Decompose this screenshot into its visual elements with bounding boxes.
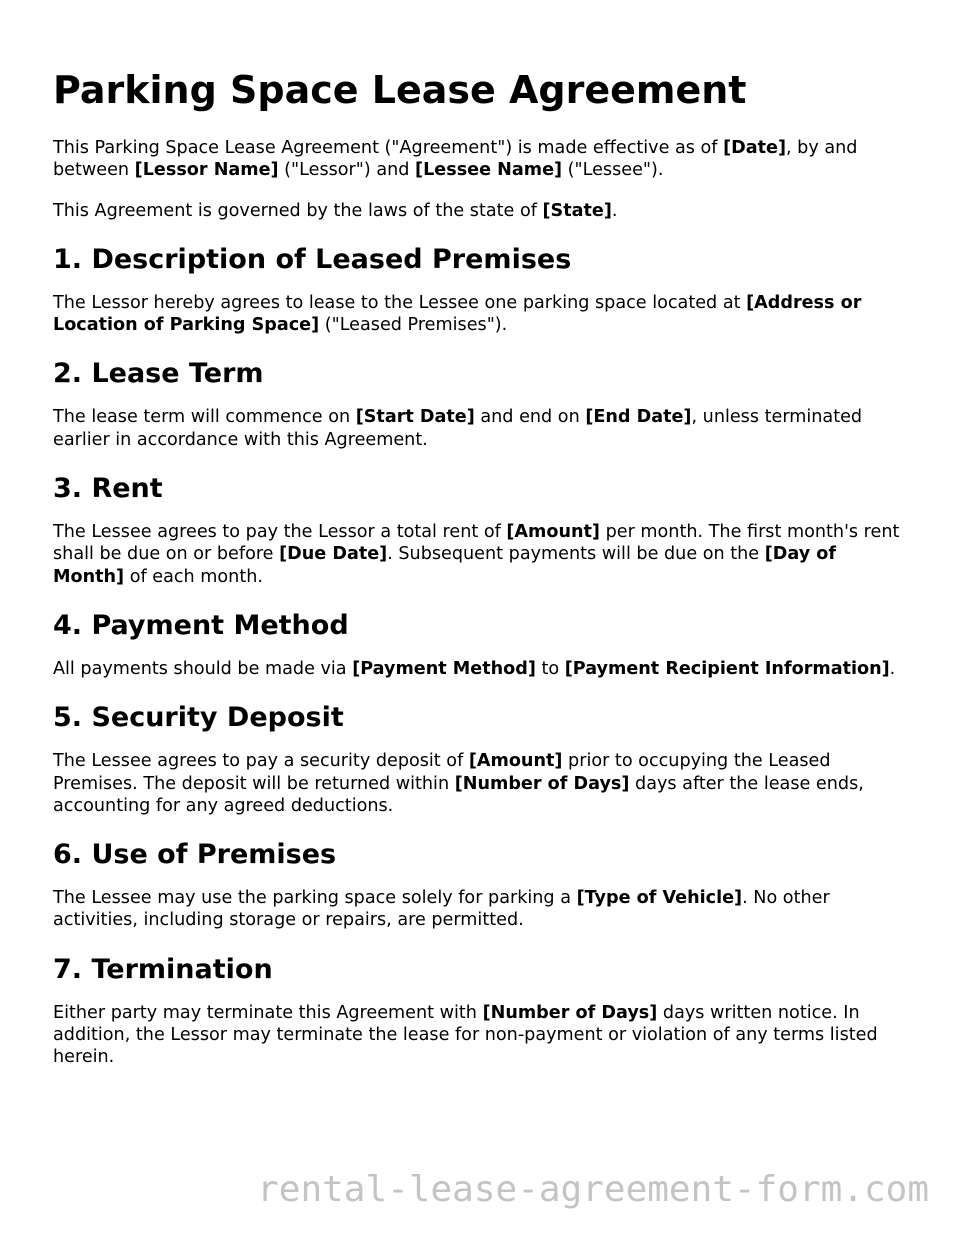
lessor-name-placeholder: [Lessor Name] <box>134 160 279 181</box>
due-date-placeholder: [Due Date] <box>279 544 388 565</box>
section-text: to <box>535 658 565 679</box>
notice-days-placeholder: [Number of Days] <box>482 1002 658 1023</box>
section-text: days after the lease ends, accounting for any agreed deductions. <box>53 773 864 816</box>
intro-text: , by and between <box>53 138 858 181</box>
section-body-description <box>53 292 903 337</box>
section-text: of each month. <box>124 566 263 587</box>
section-heading-use-of-premises: 6. Use of Premises <box>53 839 337 871</box>
site-watermark: rental-lease-agreement-form.com <box>257 1169 929 1210</box>
section-text: and end on <box>474 407 586 428</box>
section-text: The lease term will commence on <box>53 407 356 428</box>
section-body-termination <box>53 1002 903 1069</box>
date-placeholder: [Date] <box>723 138 786 158</box>
intro-text: ("Lessee"). <box>562 160 664 181</box>
section-heading-security-deposit: 5. Security Deposit <box>53 702 344 734</box>
section-text: The Lessee agrees to pay the Lessor a total rent of <box>53 522 507 543</box>
document-page <box>53 66 903 1090</box>
section-heading-description: 1. Description of Leased Premises <box>53 243 572 275</box>
address-placeholder: [Address or Location of Parking Space] <box>53 292 862 336</box>
section-body-use-of-premises <box>53 887 903 932</box>
section-heading-payment-method: 4. Payment Method <box>53 609 349 641</box>
section-text: The Lessee may use the parking space solely for parking a <box>53 888 577 909</box>
day-of-month-placeholder: [Day of Month] <box>53 544 837 587</box>
start-date-placeholder: [Start Date] <box>355 407 475 428</box>
section-body-rent <box>53 521 903 588</box>
section-text: Either party may terminate this Agreement with <box>53 1002 483 1023</box>
section-body-payment-method <box>53 658 903 680</box>
section-text: All payments should be made via <box>53 658 353 679</box>
payment-method-placeholder: [Payment Method] <box>352 658 536 679</box>
number-of-days-placeholder: [Number of Days] <box>454 773 630 794</box>
section-text: , unless terminated earlier in accordance with this Agreement. <box>53 407 863 450</box>
vehicle-type-placeholder: [Type of Vehicle] <box>576 888 743 909</box>
intro-paragraph <box>53 137 903 182</box>
intro-text: ("Lessor") and <box>278 160 416 181</box>
intro-text: This Parking Space Lease Agreement ("Agreement") is made effective as of <box>53 138 724 158</box>
section-body-lease-term <box>53 406 903 451</box>
section-text: ("Leased Premises"). <box>319 315 508 336</box>
section-text: . Subsequent payments will be due on the <box>387 544 765 565</box>
section-text: . No other activities, including storage or repairs, are permitted. <box>53 888 830 931</box>
governing-text: . <box>611 200 618 221</box>
section-body-security-deposit <box>53 750 903 817</box>
document-title: Parking Space Lease Agreement <box>53 68 747 112</box>
section-text: prior to occupying the Leased Premises. The deposit will be returned within <box>53 751 831 794</box>
section-text: The Lessor hereby agrees to lease to the Lessee one parking space located at <box>53 292 747 313</box>
end-date-placeholder: [End Date] <box>585 407 692 428</box>
governing-law-paragraph <box>53 200 903 222</box>
section-heading-lease-term: 2. Lease Term <box>53 358 264 390</box>
section-heading-termination: 7. Termination <box>53 953 273 985</box>
section-text: The Lessee agrees to pay a security deposit of <box>53 751 469 772</box>
section-text: . <box>889 658 896 679</box>
deposit-amount-placeholder: [Amount] <box>468 751 563 772</box>
section-text: days written notice. In addition, the Lessor may terminate the lease for non-payment or violation of any terms listed herein. <box>53 1002 878 1068</box>
section-text: per month. The first month's rent shall be due on or before <box>53 522 900 565</box>
lessee-name-placeholder: [Lessee Name] <box>415 160 563 181</box>
state-placeholder: [State] <box>542 200 612 221</box>
rent-amount-placeholder: [Amount] <box>506 522 600 543</box>
payment-recipient-placeholder: [Payment Recipient Information] <box>564 658 890 679</box>
section-heading-rent: 3. Rent <box>53 473 163 505</box>
governing-text: This Agreement is governed by the laws of the state of <box>53 200 543 221</box>
